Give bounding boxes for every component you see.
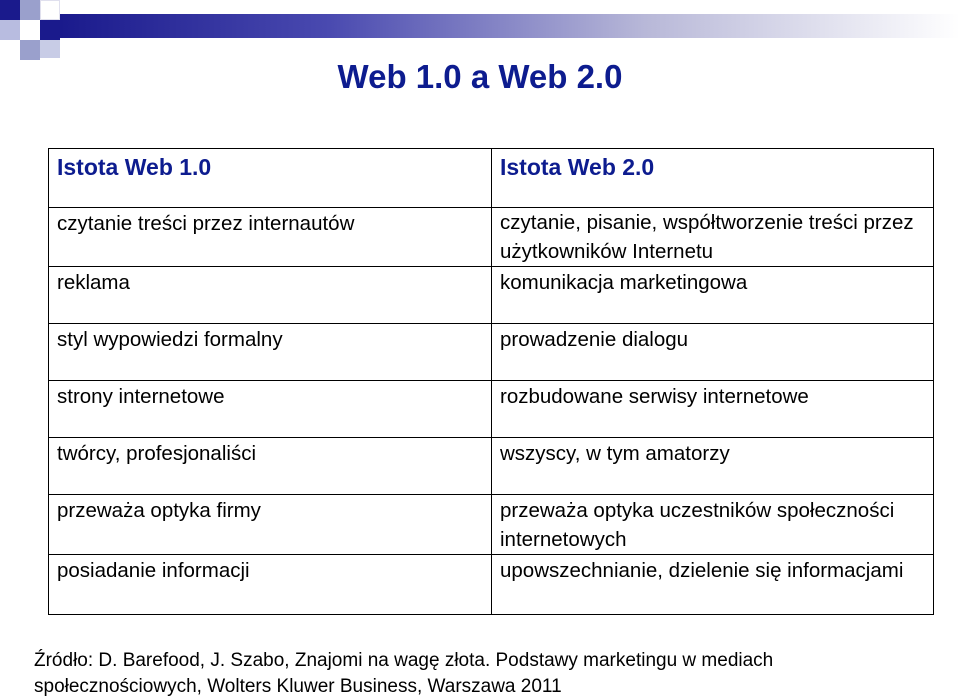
decorative-square bbox=[40, 0, 60, 20]
cell-web2: prowadzenie dialogu bbox=[492, 324, 934, 381]
cell-web2: wszyscy, w tym amatorzy bbox=[492, 438, 934, 495]
source-line-2: społecznościowych, Wolters Kluwer Business, Warszawa 2011 bbox=[34, 676, 562, 697]
source-line-1: Źródło: D. Barefood, J. Szabo, Znajomi na wagę złota. Podstawy marketingu w mediach bbox=[34, 650, 774, 671]
table-row bbox=[49, 555, 934, 615]
cell-web1: styl wypowiedzi formalny bbox=[49, 324, 492, 381]
table-row bbox=[49, 381, 934, 438]
header-decoration-band bbox=[60, 14, 960, 38]
comparison-table bbox=[48, 148, 934, 615]
source-citation bbox=[34, 648, 954, 700]
decorative-square bbox=[20, 40, 40, 60]
table-row bbox=[49, 208, 934, 267]
cell-web1: reklama bbox=[49, 267, 492, 324]
cell-web1: twórcy, profesjonaliści bbox=[49, 438, 492, 495]
table-row bbox=[49, 495, 934, 555]
table-row bbox=[49, 324, 934, 381]
slide-title: Web 1.0 a Web 2.0 bbox=[337, 58, 623, 95]
decorative-square bbox=[20, 0, 40, 20]
cell-web1: posiadanie informacji bbox=[49, 555, 492, 615]
cell-web2: komunikacja marketingowa bbox=[492, 267, 934, 324]
decorative-square bbox=[0, 20, 20, 40]
decorative-square bbox=[20, 20, 40, 40]
decorative-square bbox=[0, 0, 20, 20]
cell-web2: upowszechnianie, dzielenie się informacjami bbox=[492, 555, 934, 615]
cell-web1: czytanie treści przez internautów bbox=[49, 208, 492, 267]
cell-web2: czytanie, pisanie, współtworzenie treści przez użytkowników Internetu bbox=[492, 208, 934, 267]
header-web1: Istota Web 1.0 bbox=[49, 149, 492, 208]
cell-web1: przeważa optyka firmy bbox=[49, 495, 492, 555]
table-row bbox=[49, 438, 934, 495]
cell-web2: przeważa optyka uczestników społeczności internetowych bbox=[492, 495, 934, 555]
cell-web1: strony internetowe bbox=[49, 381, 492, 438]
decorative-square bbox=[40, 40, 60, 58]
cell-web2: rozbudowane serwisy internetowe bbox=[492, 381, 934, 438]
header-web2: Istota Web 2.0 bbox=[492, 149, 934, 208]
table-row bbox=[49, 267, 934, 324]
table-header-row bbox=[49, 149, 934, 208]
decorative-square bbox=[40, 20, 60, 40]
